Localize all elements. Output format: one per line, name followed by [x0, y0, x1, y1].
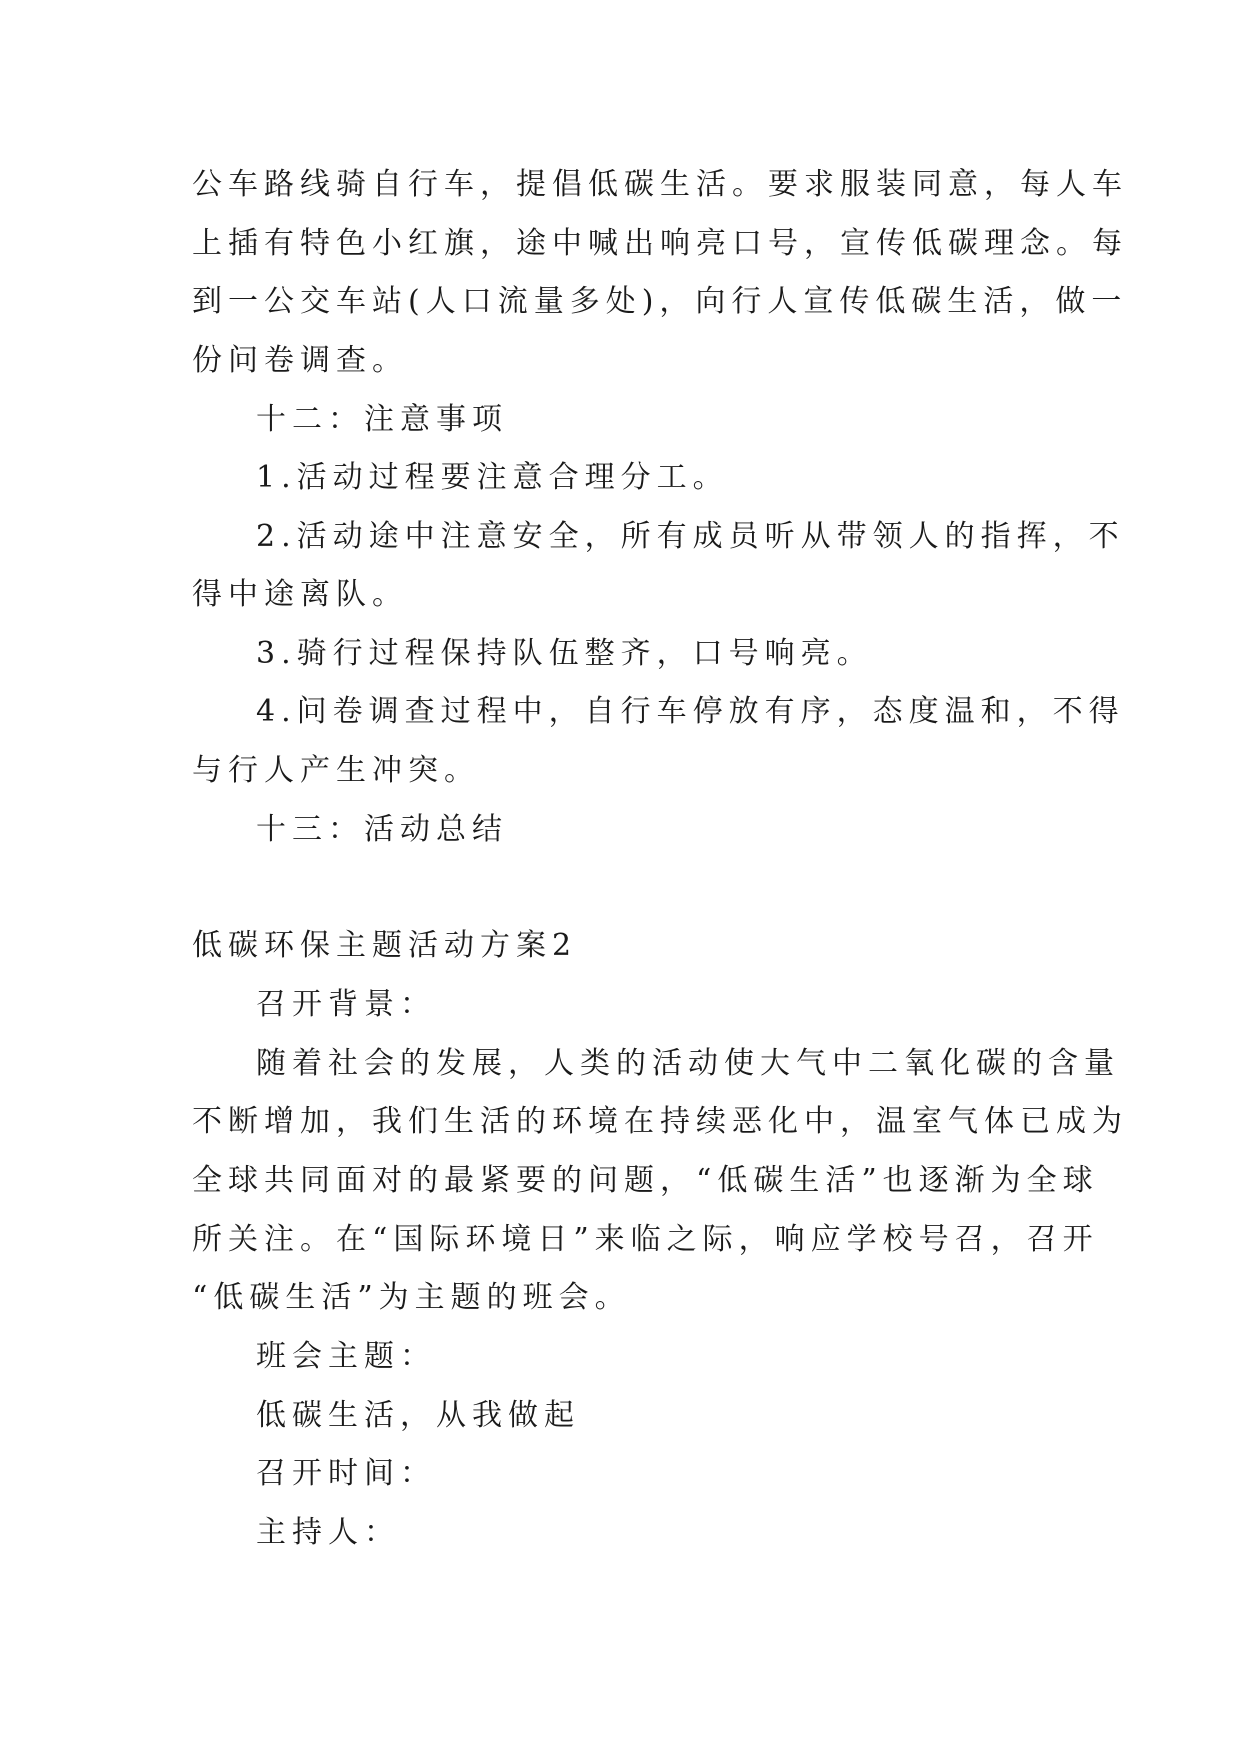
text-line: 不断增加，我们生活的环境在持续恶化中，温室气体已成为 — [192, 1104, 1128, 1139]
text-line: 随着社会的发展，人类的活动使大气中二氧化碳的含量 — [256, 1046, 1120, 1081]
text-line: 低碳生活，从我做起 — [256, 1398, 580, 1433]
section-heading: 召开时间： — [256, 1456, 436, 1491]
text-line: 全球共同面对的最紧要的问题，“低碳生活”也逐渐为全球 — [192, 1163, 1099, 1198]
text-line: 3.骑行过程保持队伍整齐，口号响亮。 — [256, 636, 873, 671]
text-line: 与行人产生冲突。 — [192, 753, 480, 788]
section-heading: 召开背景： — [256, 987, 436, 1022]
section-heading: 十三：活动总结 — [256, 812, 508, 847]
section-heading: 班会主题： — [256, 1339, 436, 1374]
document-title: 低碳环保主题活动方案2 — [192, 928, 578, 963]
text-line: 得中途离队。 — [192, 577, 408, 612]
text-line: “低碳生活”为主题的班会。 — [192, 1280, 631, 1315]
text-line: 份问卷调查。 — [192, 343, 408, 378]
text-line: 1.活动过程要注意合理分工。 — [256, 460, 729, 495]
text-line: 4.问卷调查过程中，自行车停放有序，态度温和，不得 — [256, 694, 1125, 729]
text-line: 2.活动途中注意安全，所有成员听从带领人的指挥，不 — [256, 519, 1125, 554]
text-line: 所关注。在“国际环境日”来临之际，响应学校号召，召开 — [192, 1222, 1099, 1257]
section-heading: 主持人： — [256, 1515, 400, 1550]
section-heading: 十二：注意事项 — [256, 402, 508, 437]
text-line: 上插有特色小红旗，途中喊出响亮口号，宣传低碳理念。每 — [192, 226, 1128, 261]
text-line: 公车路线骑自行车，提倡低碳生活。要求服装同意，每人车 — [192, 167, 1128, 202]
text-line: 到一公交车站(人口流量多处)，向行人宣传低碳生活，做一 — [192, 284, 1128, 319]
